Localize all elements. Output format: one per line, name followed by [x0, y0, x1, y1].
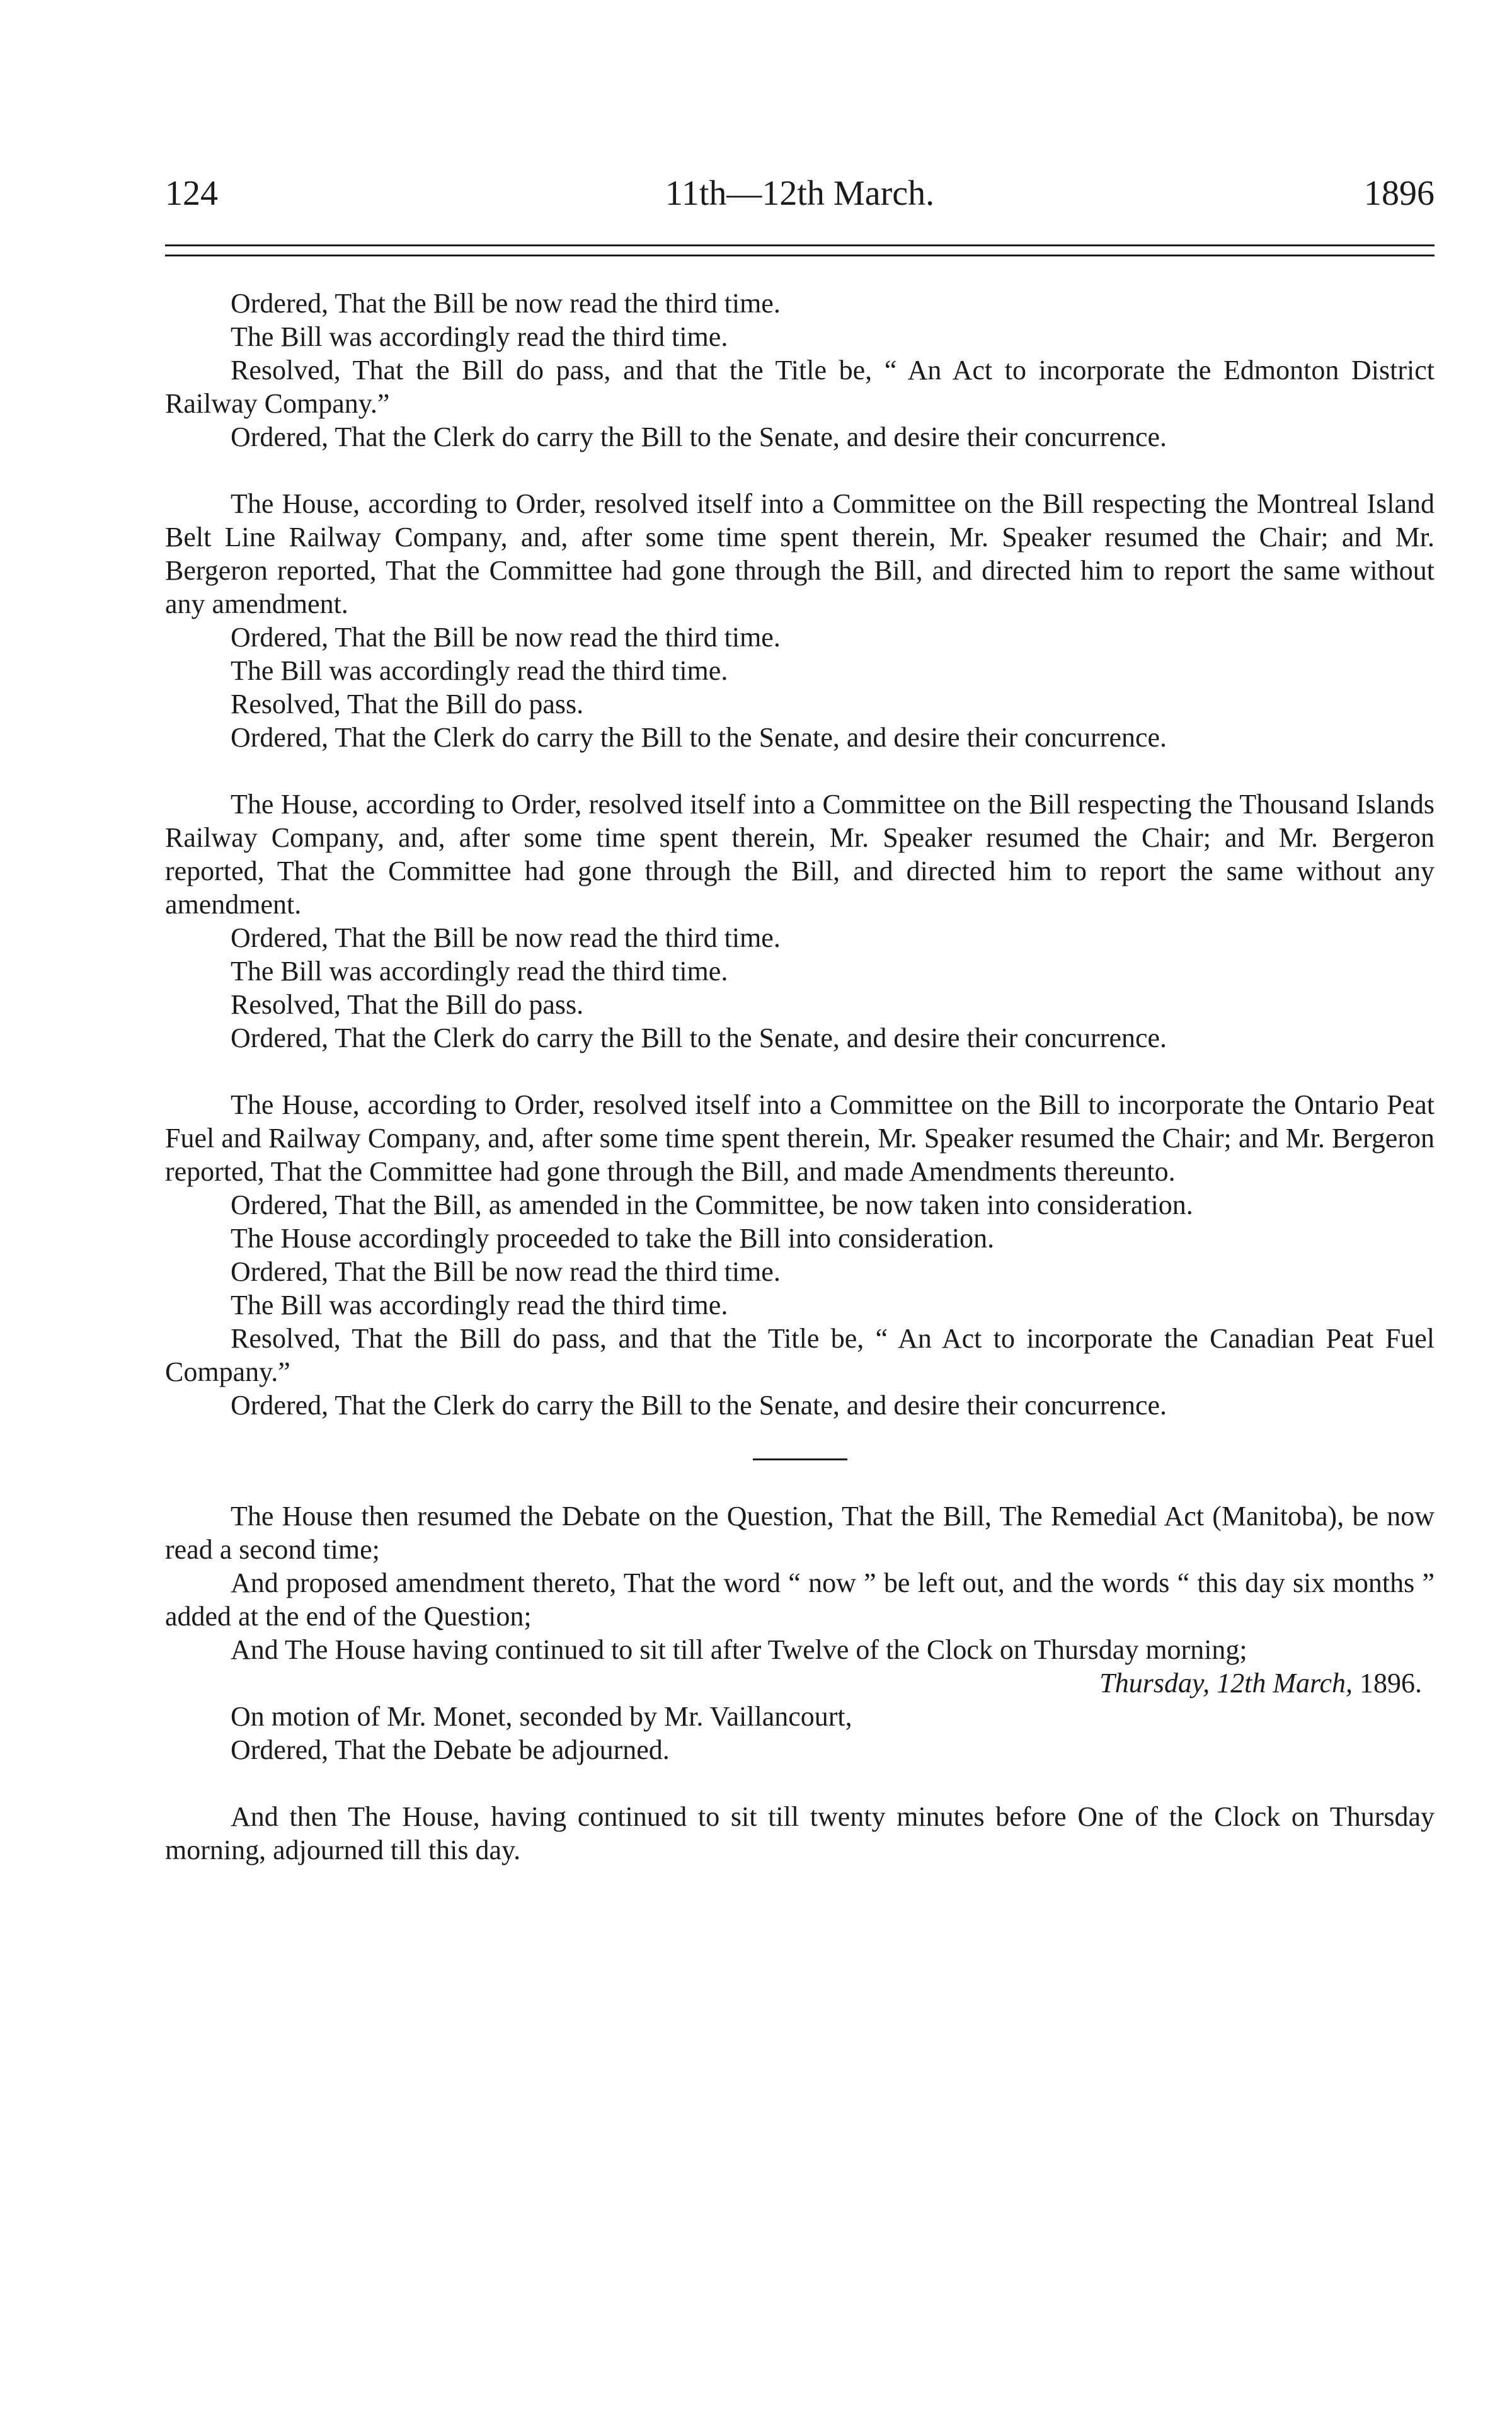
paragraph: Resolved, That the Bill do pass, and that the Title be, “ An Act to incorporate the Edmonton District Railway Company.”: [165, 355, 1435, 419]
paragraph: Ordered, That the Debate be adjourned.: [231, 1734, 670, 1765]
paragraph: The House then resumed the Debate on the Question, That the Bill, The Remedial Act (Manitoba), be now read a second time;: [165, 1501, 1435, 1565]
paragraph: Ordered, That the Clerk do carry the Bill to the Senate, and desire their concurrence.: [231, 722, 1167, 753]
paragraph: And then The House, having continued to sit till twenty minutes before One of the Clock on Thursday morning, adjourned till this day.: [165, 1801, 1435, 1865]
paragraph: Ordered, That the Bill be now read the third time.: [231, 922, 781, 953]
paragraph: On motion of Mr. Monet, seconded by Mr. Vaillancourt,: [231, 1701, 852, 1732]
paragraph: Resolved, That the Bill do pass.: [231, 689, 584, 719]
dateline-text: Thursday, 12th March,: [1099, 1668, 1353, 1698]
paragraph: The House accordingly proceeded to take the Bill into consideration.: [231, 1223, 995, 1254]
paragraph: The Bill was accordingly read the third time.: [231, 1290, 728, 1320]
paragraph: Ordered, That the Clerk do carry the Bill to the Senate, and desire their concurrence.: [231, 421, 1167, 452]
paragraph: The House, according to Order, resolved itself into a Committee on the Bill to incorporate the Ontario Peat Fuel and Railway Company, and, after some time spent therein, Mr. Speaker resumed the Chair; and Mr. Bergeron reported, That the Committee had gone through the Bill, and made Amendments thereunto.: [165, 1089, 1435, 1187]
paragraph: The Bill was accordingly read the third time.: [231, 321, 728, 352]
document-body: [165, 287, 1435, 1867]
paragraph: The House, according to Order, resolved itself into a Committee on the Bill respecting the Montreal Island Belt Line Railway Company, and, after some time spent therein, Mr. Speaker resumed the Chair; and Mr. Bergeron reported, That the Committee had gone through the Bill, and directed him to report the same without any amendment.: [165, 488, 1435, 619]
paragraph: Resolved, That the Bill do pass, and that the Title be, “ An Act to incorporate the Canadian Peat Fuel Company.”: [165, 1323, 1435, 1387]
page-header: [165, 165, 1435, 222]
paragraph: Ordered, That the Bill, as amended in the Committee, be now taken into consideration.: [231, 1189, 1193, 1220]
header-year: 1896: [1364, 174, 1435, 213]
paragraph: The Bill was accordingly read the third time.: [231, 956, 728, 987]
header-rule-top: [165, 244, 1435, 246]
paragraph: Ordered, That the Clerk do carry the Bill to the Senate, and desire their concurrence.: [231, 1390, 1167, 1421]
dateline-year: 1896.: [1360, 1668, 1422, 1698]
paragraph: Ordered, That the Bill be now read the third time.: [231, 1256, 781, 1287]
page-number: 124: [165, 174, 218, 213]
paragraph: Ordered, That the Clerk do carry the Bill to the Senate, and desire their concurrence.: [231, 1022, 1167, 1053]
section-divider: [753, 1458, 847, 1460]
header-date-range: 11th—12th March.: [665, 174, 935, 213]
paragraph: Ordered, That the Bill be now read the third time.: [231, 622, 781, 653]
paragraph: The House, according to Order, resolved itself into a Committee on the Bill respecting the Thousand Islands Railway Company, and, after some time spent therein, Mr. Speaker resumed the Chair; and Mr. Bergeron reported, That the Committee had gone through the Bill, and directed him to report the same without any amendment.: [165, 789, 1435, 920]
paragraph: And proposed amendment thereto, That the word “ now ” be left out, and the words “ this day six months ” added at the end of the Question;: [165, 1567, 1435, 1632]
paragraph: And The House having continued to sit till after Twelve of the Clock on Thursday morning;: [231, 1634, 1247, 1665]
dateline: [165, 1666, 1435, 1700]
header-rule-bottom: [165, 255, 1435, 256]
paragraph: Ordered, That the Bill be now read the third time.: [231, 288, 781, 319]
paragraph: The Bill was accordingly read the third time.: [231, 655, 728, 686]
paragraph: Resolved, That the Bill do pass.: [231, 989, 584, 1020]
